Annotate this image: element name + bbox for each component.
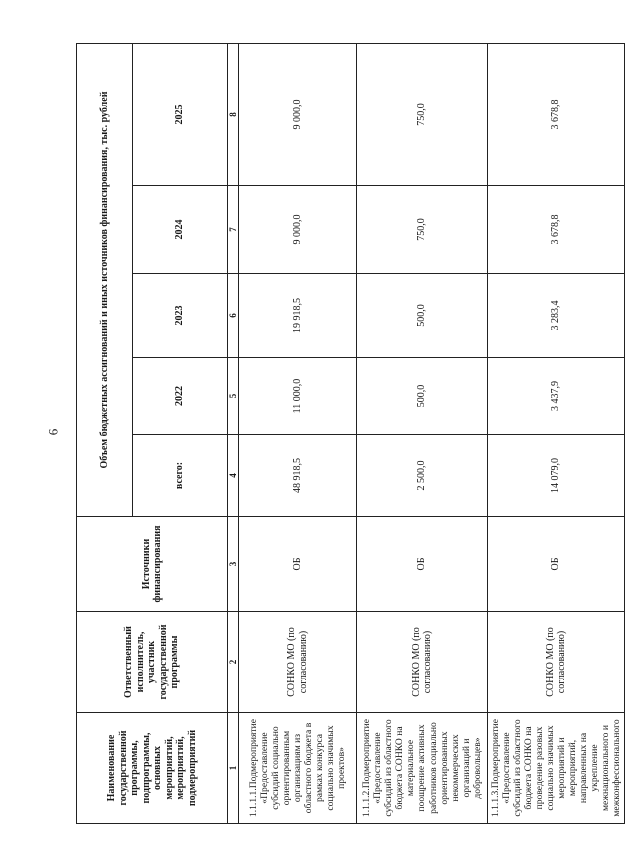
header-total: всего: (133, 435, 228, 517)
row-2025: 3 678,8 (488, 44, 625, 186)
rotated-table-frame (76, 44, 623, 824)
header-year-2024: 2024 (133, 186, 228, 274)
header-year-2022: 2022 (133, 358, 228, 435)
row-total: 2 500,0 (357, 435, 488, 517)
row-2022: 11 000,0 (239, 358, 357, 435)
column-number: 2 (228, 612, 239, 713)
column-number: 5 (228, 358, 239, 435)
column-number-row (228, 44, 239, 824)
header-source-column: Источники финансирования (77, 517, 228, 612)
header-year-2025: 2025 (133, 44, 228, 186)
header-row-top (77, 44, 133, 824)
column-number: 7 (228, 186, 239, 274)
row-2025: 750,0 (357, 44, 488, 186)
page-number: 6 (45, 428, 61, 436)
row-2022: 3 437,9 (488, 358, 625, 435)
row-2024: 9 000,0 (239, 186, 357, 274)
header-name-column: Наименование государственной программы, подпрограммы, основных мероприятий, мероприятий, подмероприятий (77, 713, 228, 824)
row-executor: СОНКО МО (по согласованию) (488, 612, 625, 713)
column-number: 4 (228, 435, 239, 517)
row-source: ОБ (239, 517, 357, 612)
header-executor-column: Ответственный исполнитель, участник государственной программы (77, 612, 228, 713)
row-name: 1.1.1.3.Подмероприятие «Предоставление субсидий из областного бюджета СОНКО на проведение разовых социально значимых мероприятий и мероприятий, направленных на укрепление межнационального и межконфессионального (488, 713, 625, 824)
column-number: 8 (228, 44, 239, 186)
row-2023: 19 918,5 (239, 274, 357, 358)
row-total: 48 918,5 (239, 435, 357, 517)
row-2023: 3 283,4 (488, 274, 625, 358)
header-year-2023: 2023 (133, 274, 228, 358)
rotated-table-content (76, 44, 623, 824)
row-2022: 500,0 (357, 358, 488, 435)
column-number: 6 (228, 274, 239, 358)
row-source: ОБ (488, 517, 625, 612)
row-2024: 750,0 (357, 186, 488, 274)
column-number: 1 (228, 713, 239, 824)
row-source: ОБ (357, 517, 488, 612)
row-2024: 3 678,8 (488, 186, 625, 274)
table-row (239, 44, 357, 824)
column-number: 3 (228, 517, 239, 612)
row-name: 1.1.1.2.Подмероприятие «Предоставление субсидий из областного бюджета СОНКО на материальное поощрение активных работников социально ориентированных некоммерческих организаций и добровольцев» (357, 713, 488, 824)
row-2025: 9 000,0 (239, 44, 357, 186)
header-funding-group: Объем бюджетных ассигнований и иных источников финансирования, тыс. рублей (77, 44, 133, 517)
row-2023: 500,0 (357, 274, 488, 358)
row-total: 14 079,0 (488, 435, 625, 517)
financing-table (76, 43, 625, 824)
table-row (488, 44, 625, 824)
row-name: 1.1.1.1.Подмероприятие «Предоставление субсидий социально ориентированным организациям из областного бюджета в рамках конкурса социально значимых проектов» (239, 713, 357, 824)
row-executor: СОНКО МО (по согласованию) (357, 612, 488, 713)
row-executor: СОНКО МО (по согласованию) (239, 612, 357, 713)
table-row (357, 44, 488, 824)
